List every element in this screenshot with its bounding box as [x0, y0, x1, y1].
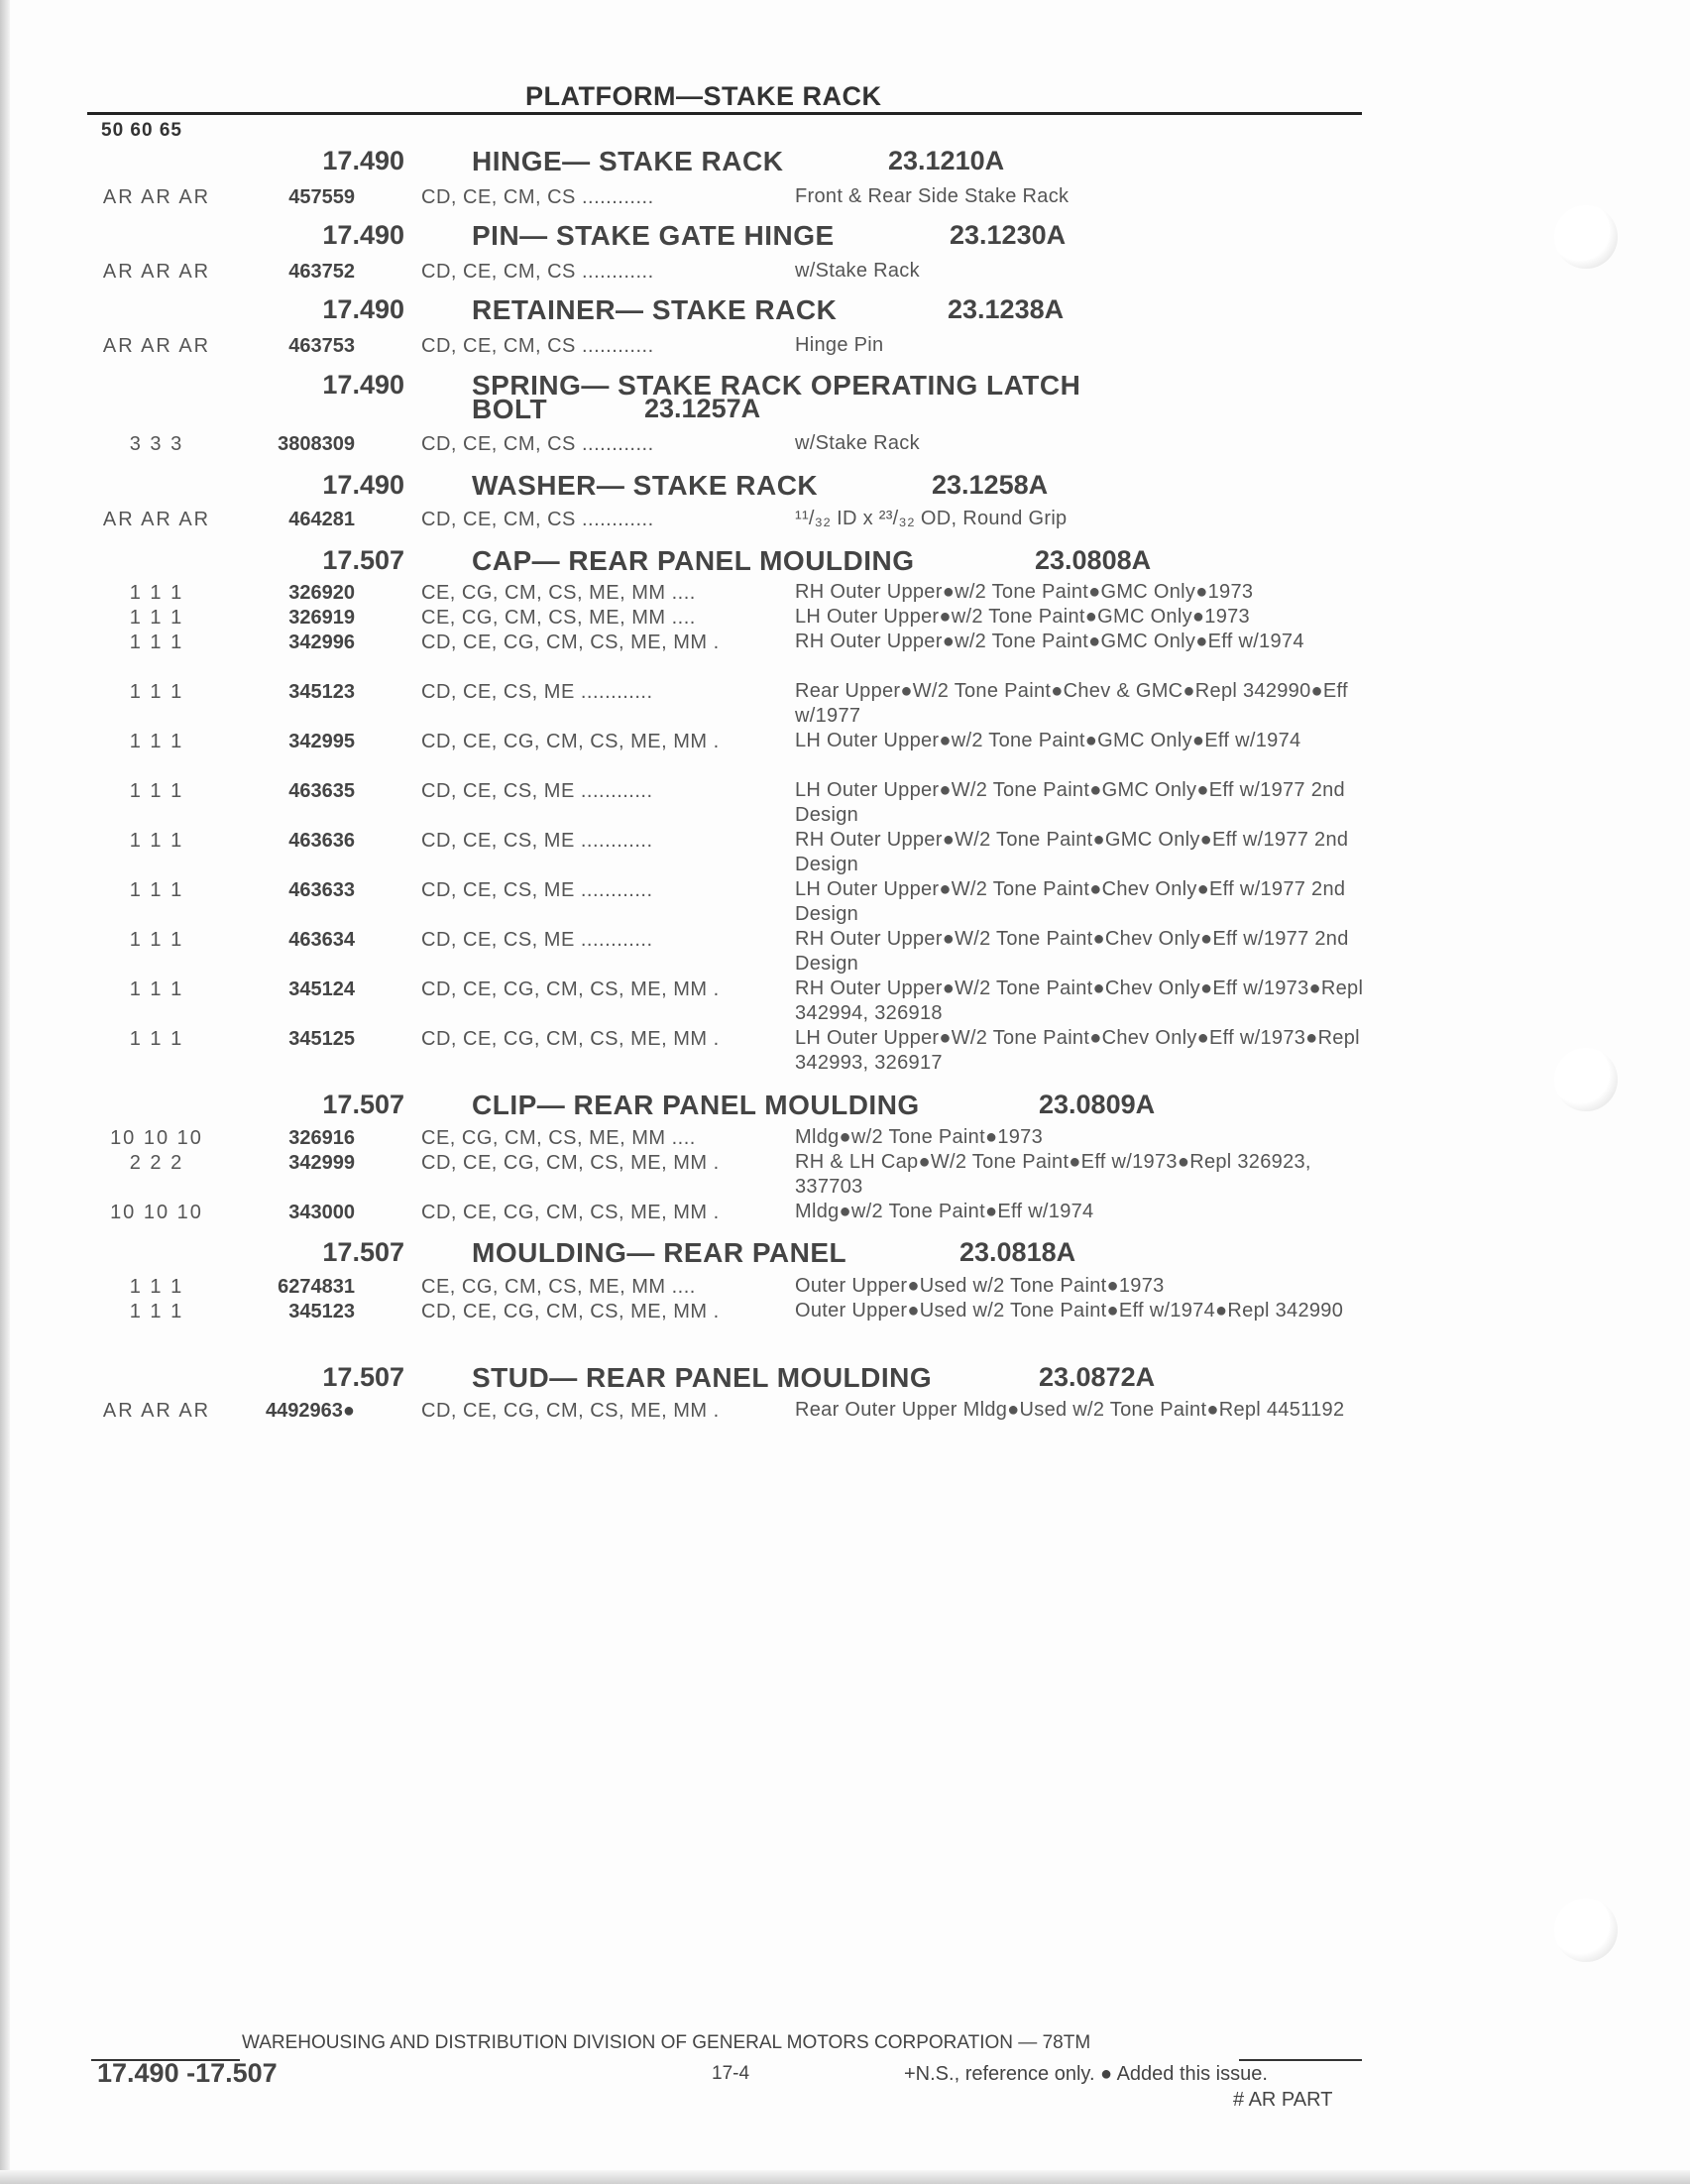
- model-codes: CE, CG, CM, CS, ME, MM ....: [421, 582, 696, 604]
- part-number: 345123: [288, 1301, 355, 1322]
- quantity: 2 2 2: [129, 1152, 184, 1174]
- section-code: 23.1238A: [948, 294, 1065, 324]
- model-codes: CE, CG, CM, CS, ME, MM ....: [421, 607, 696, 629]
- model-codes: CD, CE, CS, ME ............: [421, 929, 653, 951]
- part-number: 6274831: [278, 1276, 355, 1298]
- quantity: 1 1 1: [129, 632, 184, 653]
- quantity: 10 10 10: [110, 1127, 203, 1149]
- footer-legend: +N.S., reference only. ● Added this issue.: [904, 2063, 1268, 2085]
- description: Outer Upper●Used w/2 Tone Paint●Eff w/1974●Repl 342990: [795, 1300, 1344, 1322]
- description: Rear Outer Upper Mldg●Used w/2 Tone Paint●Repl 4451192: [795, 1399, 1345, 1421]
- part-number: 463634: [288, 929, 355, 951]
- model-codes: CD, CE, CG, CM, CS, ME, MM .: [421, 1202, 720, 1223]
- part-number: 343000: [288, 1202, 355, 1223]
- description: RH Outer Upper●w/2 Tone Paint●GMC Only●1973: [795, 581, 1254, 603]
- description: w/Stake Rack: [795, 432, 920, 454]
- section-code: 23.1258A: [932, 470, 1049, 500]
- description: LH Outer Upper●W/2 Tone Paint●GMC Only●Eff w/1977 2nd Design: [795, 779, 1345, 826]
- part-number: 326920: [288, 582, 355, 604]
- model-codes: CD, CE, CG, CM, CS, ME, MM .: [421, 1152, 720, 1174]
- model-codes: CD, CE, CS, ME ............: [421, 681, 653, 703]
- model-codes: CD, CE, CM, CS ............: [421, 433, 654, 455]
- title-rule: [87, 112, 1362, 115]
- section-number: 17.507: [322, 1237, 404, 1267]
- quantity: 1 1 1: [129, 731, 184, 752]
- part-number: 326919: [288, 607, 355, 629]
- part-number: 345123: [288, 681, 355, 703]
- punch-hole: [1554, 1048, 1618, 1111]
- description: Front & Rear Side Stake Rack: [795, 185, 1070, 207]
- quantity: 1 1 1: [129, 879, 184, 901]
- quantity: 1 1 1: [129, 607, 184, 629]
- description: w/Stake Rack: [795, 260, 920, 282]
- section-number: 17.507: [322, 1362, 404, 1392]
- part-number: 345124: [288, 978, 355, 1000]
- part-number: 464281: [288, 509, 355, 530]
- section-name: HINGE— STAKE RACK: [472, 146, 784, 176]
- section-name: CAP— REAR PANEL MOULDING: [472, 545, 915, 576]
- description: Mldg●w/2 Tone Paint●1973: [795, 1126, 1044, 1148]
- model-codes: CD, CE, CS, ME ............: [421, 879, 653, 901]
- description: Mldg●w/2 Tone Paint●Eff w/1974: [795, 1201, 1094, 1222]
- section-name: WASHER— STAKE RACK: [472, 470, 819, 501]
- page-number: 17-4: [712, 2063, 750, 2084]
- quantity: AR AR AR: [102, 186, 211, 208]
- part-number: 463633: [288, 879, 355, 901]
- section-number: 17.490: [322, 294, 404, 324]
- quantity: 3 3 3: [129, 433, 184, 455]
- model-codes: CD, CE, CM, CS ............: [421, 509, 654, 530]
- model-codes: CD, CE, CM, CS ............: [421, 335, 654, 357]
- description: LH Outer Upper●W/2 Tone Paint●Chev Only●Eff w/1973●Repl 342993, 326917: [795, 1027, 1360, 1074]
- model-codes: CD, CE, CG, CM, CS, ME, MM .: [421, 632, 720, 653]
- part-number: 342995: [288, 731, 355, 752]
- part-number: 463753: [288, 335, 355, 357]
- quantity: 10 10 10: [110, 1202, 203, 1223]
- footer-ar-part: # AR PART: [1233, 2089, 1333, 2111]
- page-edge: [0, 0, 10, 2184]
- description: LH Outer Upper●w/2 Tone Paint●GMC Only●1973: [795, 606, 1250, 628]
- model-codes: CD, CE, CM, CS ............: [421, 186, 654, 208]
- quantity: 1 1 1: [129, 1276, 184, 1298]
- model-codes: CD, CE, CG, CM, CS, ME, MM .: [421, 1301, 720, 1322]
- quantity: AR AR AR: [102, 509, 211, 530]
- part-number: 463752: [288, 261, 355, 283]
- section-code: 23.0809A: [1039, 1090, 1156, 1119]
- section-code: 23.1230A: [950, 220, 1067, 250]
- section-code: 23.0818A: [959, 1237, 1076, 1267]
- page-edge-bottom: [0, 2170, 1690, 2184]
- model-codes: CE, CG, CM, CS, ME, MM ....: [421, 1276, 696, 1298]
- section-number: 17.507: [322, 1090, 404, 1119]
- quantity: AR AR AR: [102, 261, 211, 283]
- section-name: SPRING— STAKE RACK OPERATING LATCH: [472, 370, 1081, 401]
- description: RH Outer Upper●W/2 Tone Paint●GMC Only●Eff w/1977 2nd Design: [795, 829, 1349, 875]
- footer-range: 17.490 -17.507: [97, 2058, 278, 2088]
- description: RH & LH Cap●W/2 Tone Paint●Eff w/1973●Repl 326923, 337703: [795, 1151, 1311, 1198]
- section-code: 23.0808A: [1035, 545, 1152, 575]
- section-code: 23.1210A: [888, 146, 1005, 175]
- section-name: STUD— REAR PANEL MOULDING: [472, 1362, 933, 1393]
- part-number: 463636: [288, 830, 355, 852]
- section-name: CLIP— REAR PANEL MOULDING: [472, 1090, 920, 1120]
- section-number: 17.490: [322, 146, 404, 175]
- part-number: 326916: [288, 1127, 355, 1149]
- model-codes: CD, CE, CG, CM, CS, ME, MM .: [421, 1028, 720, 1050]
- section-name: PIN— STAKE GATE HINGE: [472, 220, 835, 251]
- quantity: 1 1 1: [129, 582, 184, 604]
- model-codes: CD, CE, CG, CM, CS, ME, MM .: [421, 1400, 720, 1422]
- part-number: 3808309: [278, 433, 355, 455]
- quantity: 1 1 1: [129, 978, 184, 1000]
- section-name-continued: BOLT: [472, 394, 548, 424]
- part-number: 342996: [288, 632, 355, 653]
- description: ¹¹/₃₂ ID x ²³/₃₂ OD, Round Grip: [795, 508, 1068, 529]
- quantity: 1 1 1: [129, 681, 184, 703]
- description: Rear Upper●W/2 Tone Paint●Chev & GMC●Repl 342990●Eff w/1977: [795, 680, 1348, 727]
- footer-rule-right: [1239, 2059, 1362, 2061]
- quantity: AR AR AR: [102, 335, 211, 357]
- part-number: 457559: [288, 186, 355, 208]
- quantity: AR AR AR: [102, 1400, 211, 1422]
- description: Outer Upper●Used w/2 Tone Paint●1973: [795, 1275, 1165, 1297]
- quantity: 1 1 1: [129, 1301, 184, 1322]
- footer-division: WAREHOUSING AND DISTRIBUTION DIVISION OF GENERAL MOTORS CORPORATION — 78TM: [242, 2032, 1091, 2053]
- part-number: 345125: [288, 1028, 355, 1050]
- section-number: 17.490: [322, 370, 404, 400]
- page-title: PLATFORM—STAKE RACK: [525, 81, 882, 111]
- description: LH Outer Upper●W/2 Tone Paint●Chev Only●Eff w/1977 2nd Design: [795, 878, 1346, 925]
- model-codes: CD, CE, CS, ME ............: [421, 830, 653, 852]
- quantity: 1 1 1: [129, 830, 184, 852]
- section-code: 23.0872A: [1039, 1362, 1156, 1392]
- punch-hole: [1554, 205, 1618, 269]
- section-code: 23.1257A: [644, 394, 761, 423]
- columns-header: 50 60 65: [101, 120, 182, 141]
- description: LH Outer Upper●w/2 Tone Paint●GMC Only●Eff w/1974: [795, 730, 1301, 751]
- part-number: 4492963●: [266, 1400, 355, 1422]
- quantity: 1 1 1: [129, 1028, 184, 1050]
- section-number: 17.490: [322, 470, 404, 500]
- description: RH Outer Upper●w/2 Tone Paint●GMC Only●Eff w/1974: [795, 631, 1304, 652]
- part-number: 342999: [288, 1152, 355, 1174]
- quantity: 1 1 1: [129, 780, 184, 802]
- section-name: MOULDING— REAR PANEL: [472, 1237, 847, 1268]
- model-codes: CD, CE, CG, CM, CS, ME, MM .: [421, 731, 720, 752]
- part-number: 463635: [288, 780, 355, 802]
- model-codes: CD, CE, CS, ME ............: [421, 780, 653, 802]
- section-name: RETAINER— STAKE RACK: [472, 294, 838, 325]
- quantity: 1 1 1: [129, 929, 184, 951]
- model-codes: CD, CE, CM, CS ............: [421, 261, 654, 283]
- description: Hinge Pin: [795, 334, 884, 356]
- model-codes: CE, CG, CM, CS, ME, MM ....: [421, 1127, 696, 1149]
- description: RH Outer Upper●W/2 Tone Paint●Chev Only●Eff w/1973●Repl 342994, 326918: [795, 977, 1364, 1024]
- section-number: 17.507: [322, 545, 404, 575]
- punch-hole: [1554, 1898, 1618, 1962]
- model-codes: CD, CE, CG, CM, CS, ME, MM .: [421, 978, 720, 1000]
- section-number: 17.490: [322, 220, 404, 250]
- description: RH Outer Upper●W/2 Tone Paint●Chev Only●Eff w/1977 2nd Design: [795, 928, 1349, 975]
